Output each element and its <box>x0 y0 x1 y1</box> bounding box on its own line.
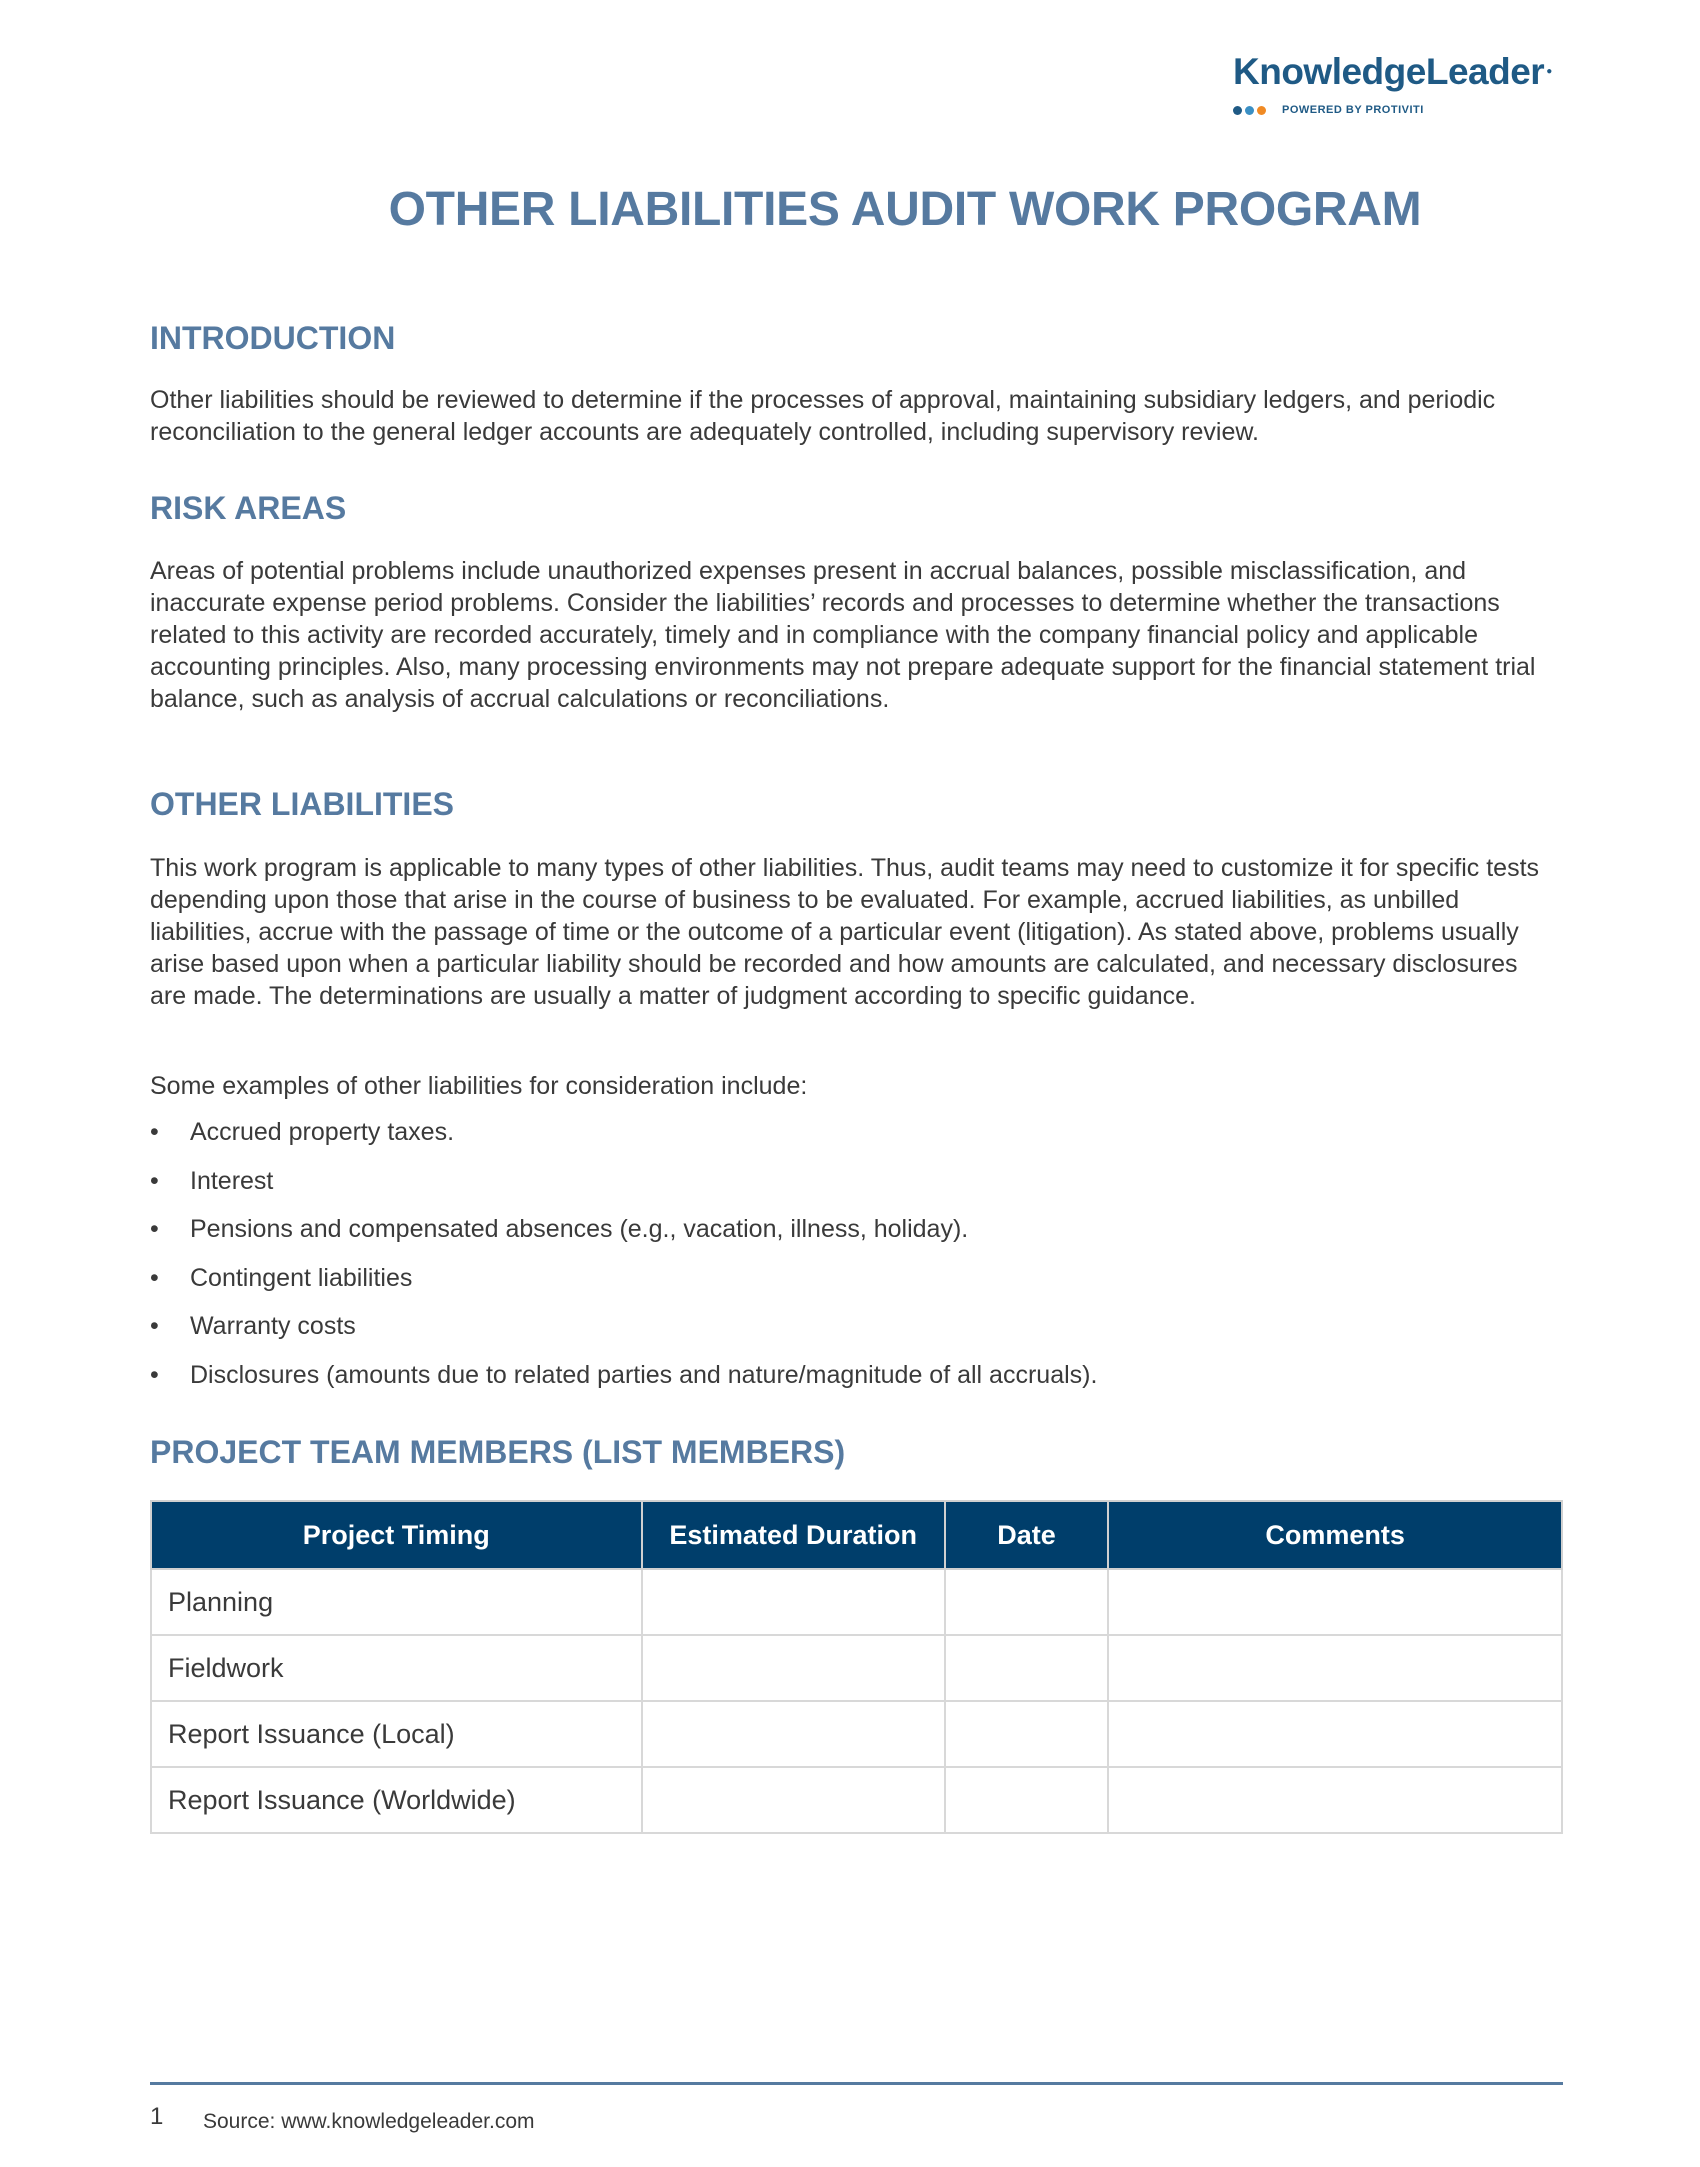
logo-tagline: POWERED BY PROTIVITI <box>1282 104 1424 116</box>
table-cell <box>945 1767 1109 1833</box>
list-item-text: Disclosures (amounts due to related parties and nature/magnitude of all accruals). <box>190 1360 1098 1389</box>
logo-name: KnowledgeLeader <box>1233 51 1545 92</box>
column-header-date: Date <box>945 1501 1109 1569</box>
section-heading-introduction: INTRODUCTION <box>150 320 396 356</box>
table-cell <box>1108 1569 1562 1635</box>
table-cell: Planning <box>151 1569 642 1635</box>
registered-mark-icon: ● <box>1546 66 1552 77</box>
list-item <box>150 1310 1097 1359</box>
list-item <box>150 1213 1097 1262</box>
document-title: OTHER LIABILITIES AUDIT WORK PROGRAM <box>388 183 1422 236</box>
table-cell: Report Issuance (Local) <box>151 1701 642 1767</box>
table-cell <box>642 1635 945 1701</box>
table-row <box>151 1569 1562 1635</box>
logo-dot <box>1245 106 1254 115</box>
list-item <box>150 1116 1097 1165</box>
list-item <box>150 1165 1097 1214</box>
table-header-row <box>151 1501 1562 1569</box>
footer-source: Source: www.knowledgeleader.com <box>203 2110 535 2133</box>
list-item <box>150 1262 1097 1311</box>
examples-intro: Some examples of other liabilities for consideration include: <box>150 1072 808 1100</box>
table-cell <box>642 1569 945 1635</box>
table-cell <box>642 1767 945 1833</box>
list-item-text: Warranty costs <box>190 1312 356 1340</box>
examples-list <box>150 1116 1097 1407</box>
column-header-estimated-duration: Estimated Duration <box>642 1501 945 1569</box>
list-item <box>150 1359 1097 1408</box>
section-text-risk-areas: Areas of potential problems include unauthorized expenses present in accrual balances, possible misclassification, and inaccurate expense period problems. Consider the liabilities’ records and processes to determine whether the transactions related to this activity are recorded accurately, timely and in compliance with the company financial policy and applicable accounting principles. Also, many processing environments may not prepare adequate support for the financial statement trial balance, such as analysis of accrual calculations or reconciliations. <box>150 557 1536 713</box>
bullet-icon: • <box>150 1360 159 1389</box>
table-row <box>151 1635 1562 1701</box>
list-item-text: Pensions and compensated absences (e.g., vacation, illness, holiday). <box>190 1215 969 1243</box>
bullet-icon: • <box>150 1215 159 1243</box>
table-cell: Fieldwork <box>151 1635 642 1701</box>
logo-dots-icon <box>1233 106 1266 115</box>
list-item-text: Contingent liabilities <box>190 1263 413 1292</box>
table-cell <box>945 1635 1109 1701</box>
footer-divider <box>150 2082 1563 2085</box>
knowledgeleader-logo <box>1233 52 1563 116</box>
section-text-introduction: Other liabilities should be reviewed to determine if the processes of approval, maintaining subsidiary ledgers, and periodic reconciliation to the general ledger accounts are adequately controlled, including supervisory review. <box>150 386 1496 446</box>
table-cell <box>1108 1767 1562 1833</box>
page-number: 1 <box>150 2103 164 2130</box>
table-row <box>151 1701 1562 1767</box>
list-item-text: Accrued property taxes. <box>190 1118 455 1146</box>
table-cell: Report Issuance (Worldwide) <box>151 1767 642 1833</box>
bullet-icon: • <box>150 1263 159 1292</box>
project-timing-table <box>150 1500 1563 1834</box>
section-text-other-liabilities: This work program is applicable to many types of other liabilities. Thus, audit teams may need to customize it for specific tests depending upon those that arise in the course of business to be evaluated. For example, accrued liabilities, as unbilled liabilities, accrue with the passage of time or the outcome of a particular event (litigation). As stated above, problems usually arise based upon when a particular liability should be recorded and how amounts are calculated, and necessary disclosures are made. The determinations are usually a matter of judgment according to specific guidance. <box>150 854 1540 1010</box>
logo-dot <box>1257 106 1266 115</box>
column-header-project-timing: Project Timing <box>151 1501 642 1569</box>
column-header-comments: Comments <box>1108 1501 1562 1569</box>
section-heading-project-team: PROJECT TEAM MEMBERS (LIST MEMBERS) <box>150 1434 846 1470</box>
table-cell <box>1108 1701 1562 1767</box>
table-cell <box>945 1569 1109 1635</box>
bullet-icon: • <box>150 1312 159 1340</box>
table-cell <box>642 1701 945 1767</box>
bullet-icon: • <box>150 1118 159 1146</box>
bullet-icon: • <box>150 1166 159 1195</box>
list-item-text: Interest <box>190 1166 274 1195</box>
table-cell <box>945 1701 1109 1767</box>
logo-dot <box>1233 106 1242 115</box>
section-heading-risk-areas: RISK AREAS <box>150 490 347 526</box>
table-row <box>151 1767 1562 1833</box>
section-heading-other-liabilities: OTHER LIABILITIES <box>150 786 454 822</box>
table-cell <box>1108 1635 1562 1701</box>
